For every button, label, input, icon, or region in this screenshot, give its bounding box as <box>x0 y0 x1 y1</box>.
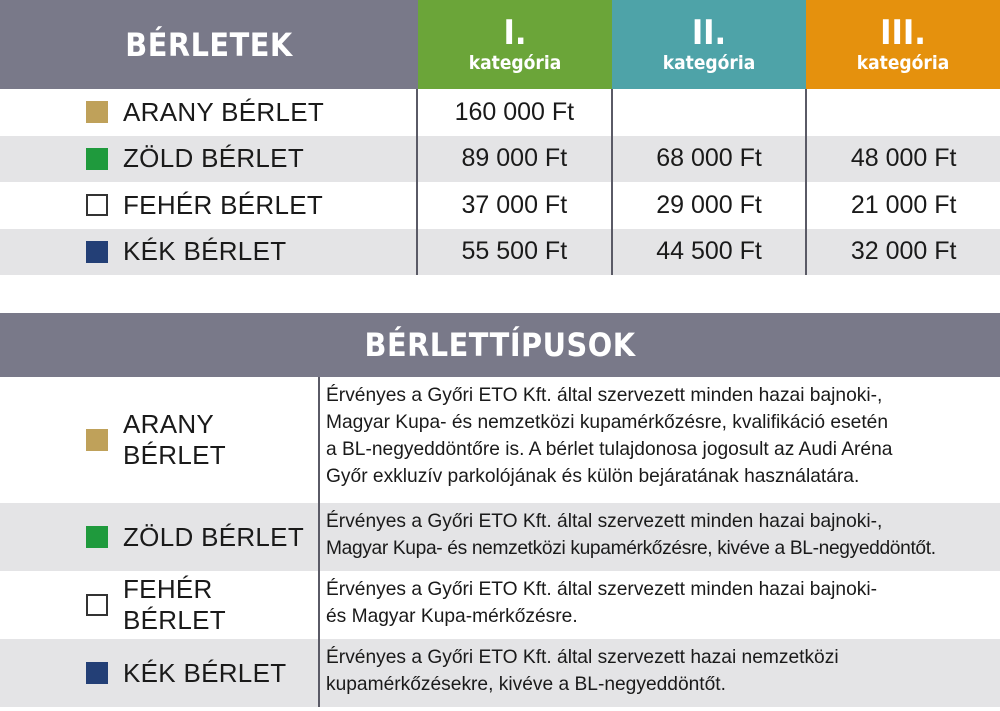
prices-table-title: BÉRLETEK <box>0 0 418 89</box>
type-row-feher <box>0 571 1000 639</box>
description-line: Érvényes a Győri ETO Kft. által szervezett minden hazai bajnoki- <box>326 579 877 600</box>
white-swatch-icon <box>86 194 108 216</box>
category-1-label: kategória <box>468 51 562 74</box>
description-line: kupamérkőzésekre, kivéve a BL-negyeddöntőt. <box>326 674 726 695</box>
price-cell-cat2 <box>613 89 808 136</box>
price-cell-cat1: 160 000 Ft <box>418 89 613 136</box>
category-2-label: kategória <box>662 51 756 74</box>
category-3-header <box>806 0 1000 89</box>
description-line: Magyar Kupa- és nemzetközi kupamérkőzésre, kvalifikáció esetén <box>326 412 889 433</box>
price-row-zold <box>0 136 1000 183</box>
price-cell-cat1: 37 000 Ft <box>418 182 613 229</box>
category-3-label: kategória <box>856 51 950 74</box>
types-table-body <box>0 377 1000 707</box>
category-1-number: I. <box>503 12 527 53</box>
price-cell-cat3 <box>807 89 1000 136</box>
pass-description <box>320 377 1000 503</box>
price-cell-cat1: 89 000 Ft <box>418 136 613 183</box>
price-row-kek <box>0 229 1000 276</box>
pass-name: ARANY BÉRLET <box>123 96 325 127</box>
type-row-kek <box>0 639 1000 707</box>
pass-name: ARANY BÉRLET <box>123 409 226 470</box>
price-row-feher <box>0 182 1000 229</box>
price-cell-cat3: 21 000 Ft <box>850 190 957 219</box>
category-2-number: II. <box>691 12 727 53</box>
price-cell-cat2: 68 000 Ft <box>613 136 808 183</box>
description-line: Magyar Kupa- és nemzetközi kupamérkőzésre, kivéve a BL-negyeddöntőt. <box>326 538 936 559</box>
blue-swatch-icon <box>86 241 108 263</box>
category-3-number: III. <box>880 12 926 53</box>
green-swatch-icon <box>86 148 108 170</box>
pass-name-cell <box>0 136 418 183</box>
price-cell-cat3: 32 000 Ft <box>850 237 957 266</box>
gold-swatch-icon <box>86 101 108 123</box>
description-line: Érvényes a Győri ETO Kft. által szervezett hazai nemzetközi <box>326 647 839 668</box>
pass-name-cell <box>0 89 418 136</box>
blue-swatch-icon <box>86 662 108 684</box>
pass-name: ZÖLD BÉRLET <box>123 143 305 174</box>
pass-name-cell <box>0 229 418 276</box>
pass-name-cell <box>0 571 320 639</box>
category-1-header <box>418 0 612 89</box>
pass-name: ZÖLD BÉRLET <box>123 521 305 552</box>
description-line: a BL-negyeddöntőre is. A bérlet tulajdonosa jogosult az Audi Aréna <box>326 439 893 460</box>
price-cell-cat3: 48 000 Ft <box>850 144 957 173</box>
pass-name-cell <box>0 639 320 707</box>
gold-swatch-icon <box>86 429 108 451</box>
price-cell-cat2: 44 500 Ft <box>613 229 808 276</box>
pass-name: FEHÉR BÉRLET <box>123 574 226 635</box>
price-row-arany <box>0 89 1000 136</box>
description-line: és Magyar Kupa-mérkőzésre. <box>326 606 578 627</box>
pass-name-cell <box>0 182 418 229</box>
prices-table-body <box>0 89 1000 275</box>
white-swatch-icon <box>86 594 108 616</box>
pass-name: KÉK BÉRLET <box>123 657 287 688</box>
description-line: Érvényes a Győri ETO Kft. által szervezett minden hazai bajnoki-, <box>326 511 883 532</box>
green-swatch-icon <box>86 526 108 548</box>
pass-name-cell <box>0 377 320 503</box>
pass-name: FEHÉR BÉRLET <box>123 189 324 220</box>
pass-name: KÉK BÉRLET <box>123 236 287 267</box>
category-2-header <box>612 0 806 89</box>
description-line: Érvényes a Győri ETO Kft. által szervezett minden hazai bajnoki-, <box>326 385 883 406</box>
types-table-title: BÉRLETTÍPUSOK <box>0 313 1000 377</box>
pass-description <box>320 571 1000 639</box>
pass-description <box>320 503 1000 571</box>
pass-description <box>320 639 1000 707</box>
pass-name-cell <box>0 503 320 571</box>
prices-table-header <box>0 0 1000 89</box>
type-row-arany <box>0 377 1000 503</box>
price-cell-cat2: 29 000 Ft <box>613 182 808 229</box>
description-line: Győr exkluzív parkolójának és külön bejáratának használatára. <box>326 466 860 487</box>
type-row-zold <box>0 503 1000 571</box>
price-cell-cat1: 55 500 Ft <box>418 229 613 276</box>
